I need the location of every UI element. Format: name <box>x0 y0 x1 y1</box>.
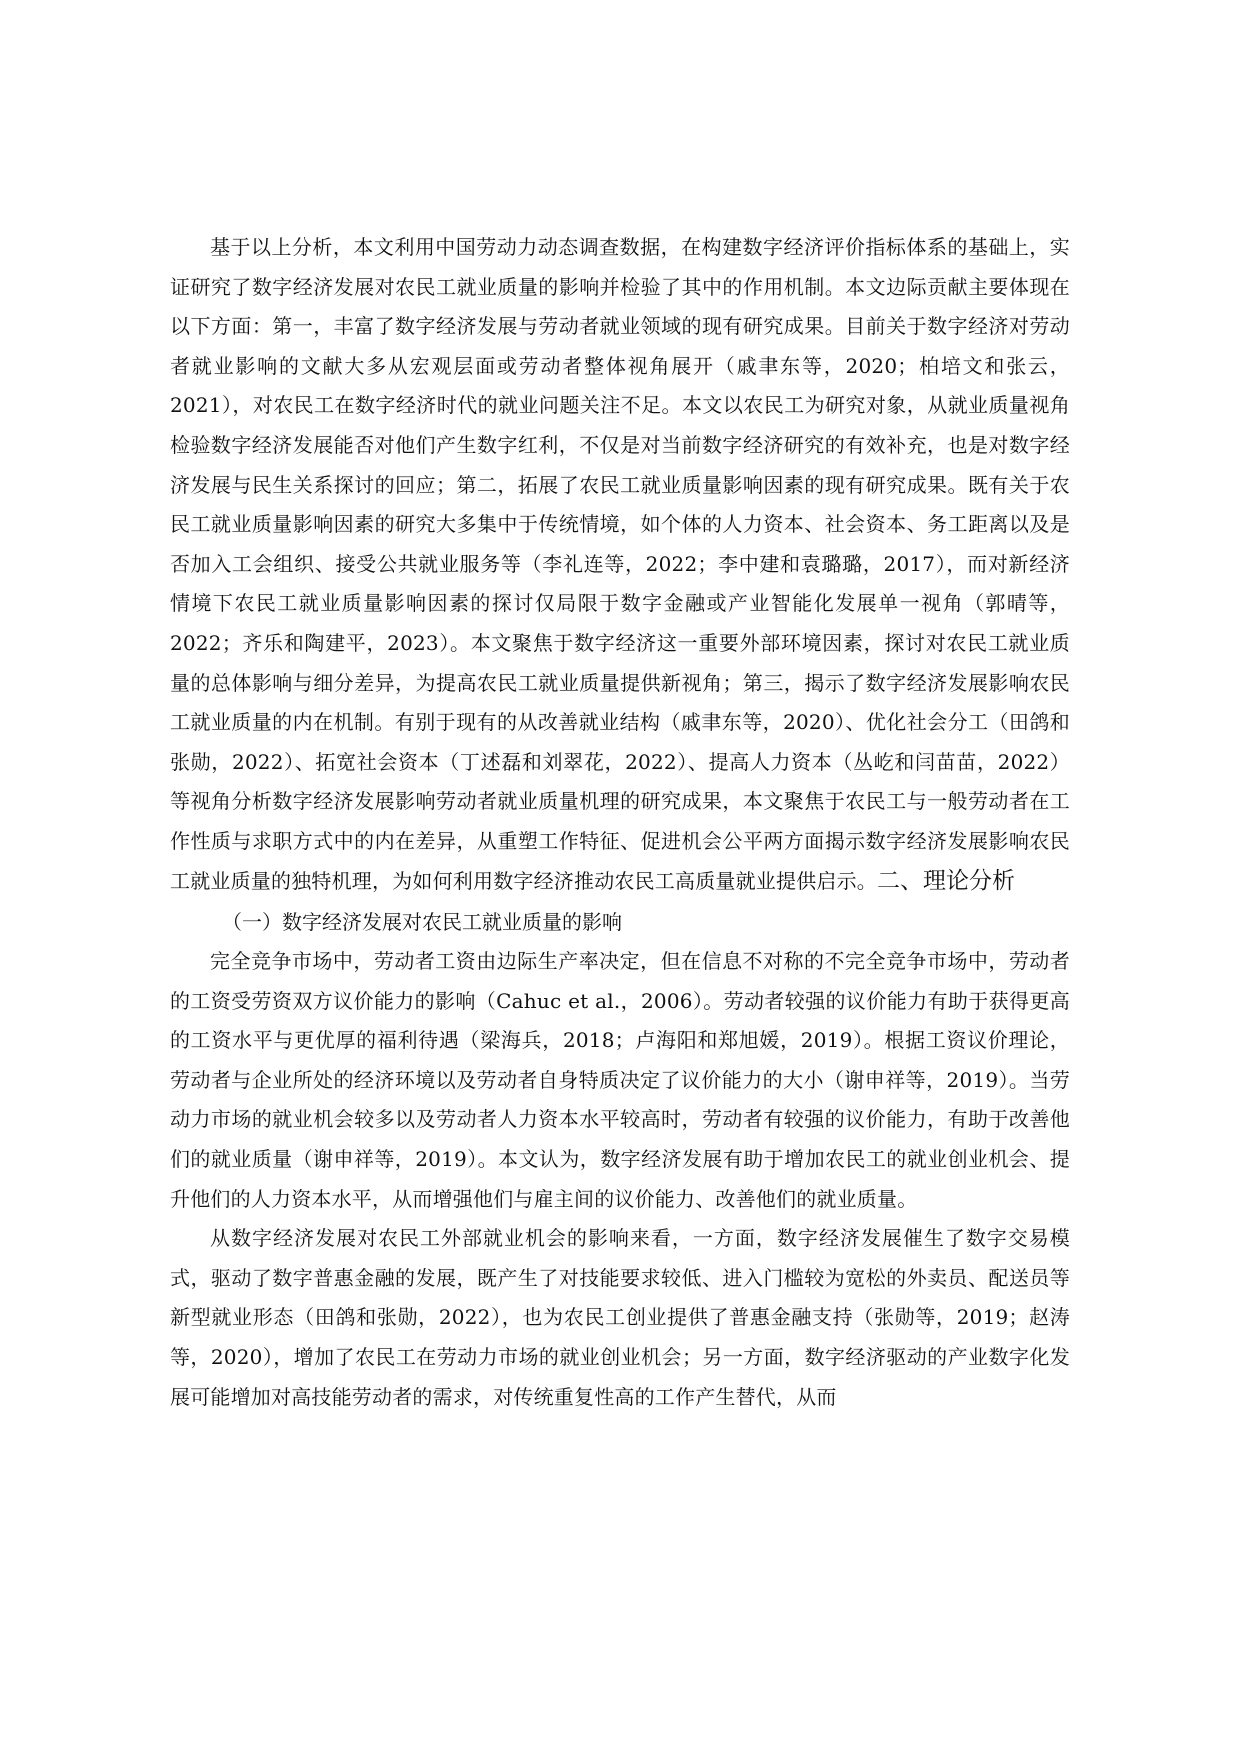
body-paragraph: 从数字经济发展对农民工外部就业机会的影响来看，一方面，数字经济发展催生了数字交易模式，驱动了数字普惠金融的发展，既产生了对技能要求较低、进入门槛较为宽松的外卖员、配送员等新型就业形态（田鸽和张勋，2022），也为农民工创业提供了普惠金融支持（张勋等，2019；赵涛等，2020），增加了农民工在劳动力市场的就业创业机会；另一方面，数字经济驱动的产业数字化发展可能增加对高技能劳动者的需求，对传统重复性高的工作产生替代，从而 <box>170 1226 1070 1409</box>
subsection-heading: （一）数字经济发展对农民工就业质量的影响 <box>222 910 622 935</box>
document-page <box>170 228 1070 1417</box>
section-heading: 二、理论分析 <box>877 867 1015 894</box>
paragraph-text: 基于以上分析，本文利用中国劳动力动态调查数据，在构建数字经济评价指标体系的基础上，实证研究了数字经济发展对农民工就业质量的影响并检验了其中的作用机制。本文边际贡献主要体现在以下方面：第一，丰富了数字经济发展与劳动者就业领域的现有研究成果。目前关于数字经济对劳动者就业影响的文献大多从宏观层面或劳动者整体视角展开（戚聿东等，2020；柏培文和张云，2021），对农民工在数字经济时代的就业问题关注不足。本文以农民工为研究对象，从就业质量视角检验数字经济发展能否对他们产生数字红利，不仅是对当前数字经济研究的有效补充，也是对数字经济发展与民生关系探讨的回应；第二，拓展了农民工就业质量影响因素的现有研究成果。既有关于农民工就业质量影响因素的研究大多集中于传统情境，如个体的人力资本、社会资本、务工距离以及是否加入工会组织、接受公共就业服务等（李礼连等，2022；李中建和袁璐璐，2017），而对新经济情境下农民工就业质量影响因素的探讨仅局限于数字金融或产业智能化发展单一视角（郭晴等，2022；齐乐和陶建平，2023）。本文聚焦于数字经济这一重要外部环境因素，探讨对农民工就业质量的总体影响与细分差异，为提高农民工就业质量提供新视角；第三，揭示了数字经济发展影响农民工就业质量的内在机制。有别于现有的从改善就业结构（戚聿东等，2020）、优化社会分工（田鸽和张勋，2022）、拓宽社会资本（丁述磊和刘翠花，2022）、提高人力资本（丛屹和闫苗苗，2022）等视角分析数字经济发展影响劳动者就业质量机理的研究成果，本文聚焦于农民工与一般劳动者在工作性质与求职方式中的内在差异，从重塑工作特征、促进机会公平两方面揭示数字经济发展影响农民工就业质量的独特机理，为如何利用数字经济推动农民工高质量就业提供启示。 <box>170 235 1070 893</box>
body-paragraph: 完全竞争市场中，劳动者工资由边际生产率决定，但在信息不对称的不完全竞争市场中，劳动者的工资受劳资双方议价能力的影响（Cahuc et al.，2006）。劳动者较强的议价能力有助于获得更高的工资水平与更优厚的福利待遇（梁海兵，2018；卢海阳和郑旭媛，2019）。根据工资议价理论，劳动者与企业所处的经济环境以及劳动者自身特质决定了议价能力的大小（谢申祥等，2019）。当劳动力市场的就业机会较多以及劳动者人力资本水平较高时，劳动者有较强的议价能力，有助于改善他们的就业质量（谢申祥等，2019）。本文认为，数字经济发展有助于增加农民工的就业创业机会、提升他们的人力资本水平，从而增强他们与雇主间的议价能力、改善他们的就业质量。 <box>170 949 1070 1211</box>
body-paragraph <box>170 228 1070 901</box>
